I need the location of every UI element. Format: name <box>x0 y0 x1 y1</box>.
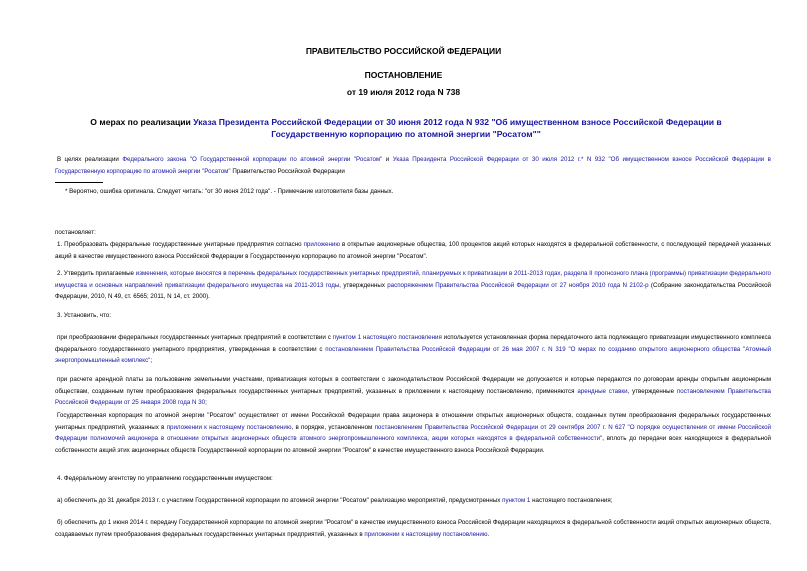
decree-heading: ПОСТАНОВЛЕНИЕ <box>364 70 443 80</box>
paragraph-text: 1. Преобразовать федеральные государственные унитарные предприятия согласно <box>57 241 304 248</box>
link-resolution-30[interactable]: постановлением Правительства Российской Федерации от 25 января 2008 года N 30 <box>55 387 771 406</box>
paragraph-text: , в порядке, установленном <box>291 423 375 431</box>
link-appendix-resolution-2[interactable]: приложении к настоящему постановлению <box>364 530 488 538</box>
paragraph-text: ; <box>150 357 153 364</box>
paragraph-text: при преобразовании федеральных государственных унитарных предприятий в соответствии с <box>57 334 333 341</box>
resolves-line: постановляет: <box>55 229 96 236</box>
link-rental-rates[interactable]: арендные ставки <box>577 387 628 395</box>
intro-paragraph <box>55 154 771 177</box>
link-federal-law-rosatom[interactable]: Федерального закона "О Государственной корпорации по атомной энергии "Росатом" <box>122 156 383 163</box>
title-prefix: О мерах по реализации <box>90 117 194 127</box>
link-resolution-627[interactable]: постановлением Правительства Российской Федерации от 29 сентября 2007 г. N 627 "О порядке осуществления от имени Российской Федерации полномочий акционера в отношении открытых акционерных обществ атомного энергопромышленного комплекса, акции которых находятся в федеральной собственности" <box>55 423 772 442</box>
paragraph-text: 2. Утвердить прилагаемые <box>57 270 136 277</box>
paragraph-text: используется установленная форма передаточного акта подлежащего приватизации имущественного комплекса федерального государственного унитарного предприятия, утвержденная в соответствии с <box>55 334 771 353</box>
decree-date: от 19 июля 2012 года N 738 <box>346 87 461 97</box>
intro-text: и <box>382 156 393 163</box>
paragraph-text: а) обеспечить до 31 декабря 2013 г. с участием Государственной корпорации по атомной энергии "Росатом" реализацию мероприятий, предусмотренных <box>57 497 503 504</box>
paragraph-text: , утвержденные <box>627 387 677 395</box>
link-point-1[interactable]: пунктом 1 настоящего постановления <box>332 334 442 341</box>
link-resolution-319[interactable]: постановлением Правительства Российской Федерации от 26 мая 2007 г. N 319 "О мерах по созданию открытого акционерного общества "Атомный энергопромышленный комплекс" <box>55 345 771 364</box>
footnote-divider <box>55 182 103 183</box>
link-privatization-changes[interactable]: изменения, которые вносятся в перечень федеральных государственных унитарных предприятий, планируемых к приватизации в 2011-2013 годах, раздела II прогнозного плана (программы) приватизации федерального имущества и основных направлений приватизации федерального имущества на 2011-2013 годы <box>55 270 771 289</box>
document-title <box>60 116 752 140</box>
paragraph-text: в открытые акционерные общества, 100 процентов акций которых находятся в федеральной собственности, с последующей передачей указанных акций в качестве имущественного взноса Российской Федерации в Государственную корпорацию по атомной энергии "Росатом". <box>55 241 771 260</box>
paragraph-4: 4. Федеральному агентству по управлению государственным имуществом: <box>57 475 273 482</box>
paragraph-text: , утвержденных <box>339 281 388 289</box>
paragraph-text: (Собрание законодательства Российской Федерации, 2010, N 49, ст. 6565; 2011, N 14, ст. 2000). <box>55 281 771 300</box>
paragraph-3c <box>55 410 771 456</box>
intro-text: Правительство Российской Федерации <box>230 167 345 175</box>
link-government-order-2102[interactable]: распоряжением Правительства Российской Федерации от 27 ноября 2010 года N 2102-р <box>387 281 649 289</box>
paragraph-text: настоящего постановления; <box>530 497 613 504</box>
paragraph-4b <box>55 517 771 540</box>
paragraph-text: ; <box>205 399 207 406</box>
paragraph-text: , вплоть до передачи всех находящихся в федеральной собственности акций этих акционерных обществ Государственной корпорации по атомной энергии "Росатом" в качестве имущественного взноса Российской Федерации. <box>55 435 771 454</box>
paragraph-3a <box>55 332 771 367</box>
paragraph-4a <box>55 495 771 507</box>
title-link-decree-932[interactable]: Указа Президента Российской Федерации от 30 июня 2012 года N 932 "Об имущественном взносе Российской Федерации в Государственную корпорацию по атомной энергии "Росатом"" <box>193 117 722 139</box>
paragraph-text: при расчете арендной платы за пользование земельными участками, приватизация которых в соответствии с законодательством Российской Федерации не допускается и которые передаются по договорам аренды открытым акционерным обществам, созданным путем преобразования федеральных государственных унитарных предприятий, указанных в приложении к настоящему постановлению, применяются <box>55 376 771 395</box>
paragraph-text: б) обеспечить до 1 июня 2014 г. передачу Государственной корпорации по атомной энергии "Росатом" в качестве имущественного взноса Российской Федерации находящихся в федеральной собственности акций открытых акционерных обществ, создаваемых путем преобразования федеральных государственных унитарных предприятий, указанных в <box>55 519 771 538</box>
footnote: * Вероятно, ошибка оригинала. Следует читать: "от 30 июня 2012 года". - Примечание изготовителя базы данных. <box>65 188 394 195</box>
paragraph-3: 3. Установить, что: <box>57 312 111 319</box>
link-appendix[interactable]: приложению <box>303 241 340 248</box>
intro-text: В целях реализации <box>57 156 123 163</box>
link-presidential-decree[interactable]: Указа Президента Российской Федерации от 30 июля 2012 г.* N 932 "Об имущественном взносе Российской Федерации в Государственную корпорацию по атомной энергии "Росатом" <box>55 156 771 175</box>
government-heading: ПРАВИТЕЛЬСТВО РОССИЙСКОЙ ФЕДЕРАЦИИ <box>305 46 502 56</box>
link-appendix-resolution[interactable]: приложении к настоящему постановлению <box>166 423 292 431</box>
link-point-1-ref[interactable]: пунктом 1 <box>502 497 531 504</box>
paragraph-text: Государственная корпорация по атомной энергии "Росатом" осуществляет от имени Российской Федерации права акционера в отношении открытых акционерных обществ, созданных путем преобразования федеральных государственных унитарных предприятий, указанных в <box>55 412 771 431</box>
paragraph-3b <box>55 374 771 409</box>
paragraph-text: . <box>487 530 490 538</box>
paragraph-2 <box>55 268 771 303</box>
paragraph-1 <box>55 239 771 262</box>
